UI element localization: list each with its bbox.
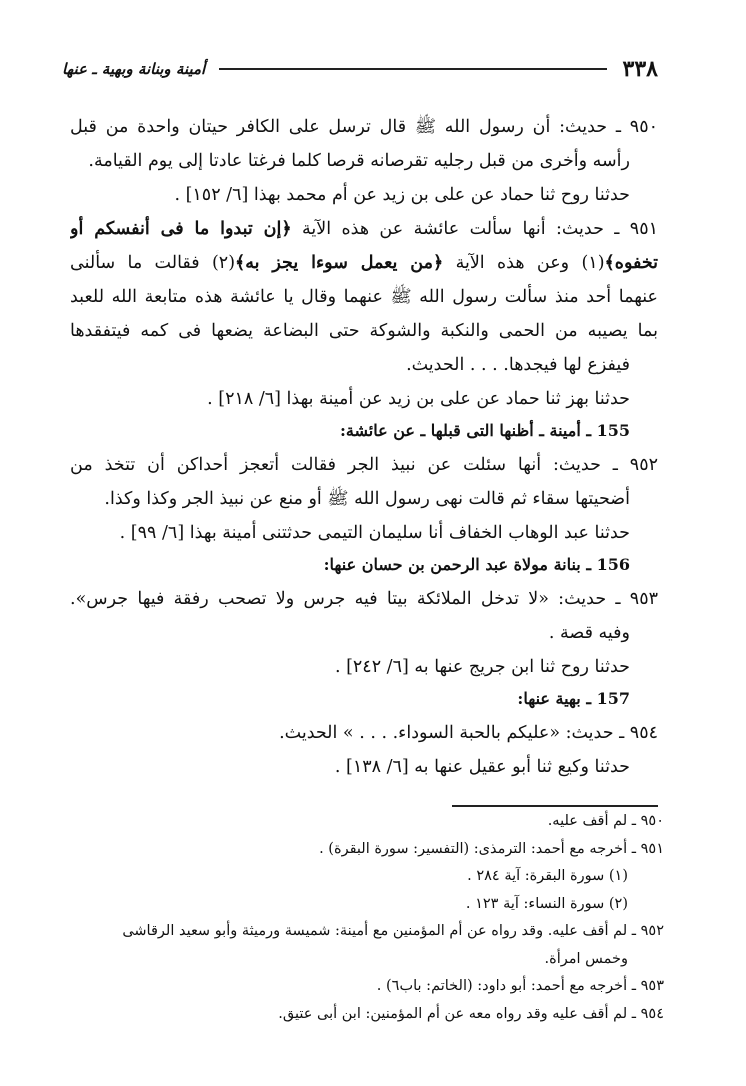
running-title: أمينة وبنانة وبهية ـ عنها: [62, 60, 206, 78]
hadith-951-line-4: بما يصيبه من الحمى والنكبة والشوكة حتى البضاعة يضعها فى كمه فيتفقدها: [70, 321, 658, 341]
hadith-950-line-1: ٩٥٠ ـ حديث: أن رسول الله ﷺ قال ترسل على الكافر حيتان واحدة من قبل: [70, 117, 658, 137]
hadith-951-line-3: عنهما أحد منذ سألت رسول الله ﷺ عنهما وقال يا عائشة هذه متابعة الله للعبد: [70, 287, 658, 307]
hadith-953-line-1: ٩٥٣ ـ حديث: «لا تدخل الملائكة بيتا فيه جرس ولا تصحب رفقة فيها جرس».: [70, 589, 658, 609]
header-rule: [219, 68, 606, 70]
main-text: [70, 110, 658, 784]
hadith-954-line-1: ٩٥٤ ـ حديث: «عليكم بالحبة السوداء. . . . » الحديث.: [279, 723, 658, 743]
hadith-950-isnad: حدثنا روح ثنا حماد عن على بن زيد عن أم محمد بهذا [٦/ ١٥٢] .: [174, 185, 630, 205]
section-heading-156: 156 ـ بنانة مولاة عبد الرحمن بن حسان عنها:: [323, 555, 630, 574]
hadith-952-line-1: ٩٥٢ ـ حديث: أنها سئلت عن نبيذ الجر فقالت أتعجز أحداكن أن تتخذ من: [70, 455, 658, 475]
hadith-951-continuation: (٢) فقالت ما سألنى: [70, 253, 236, 273]
footnote-953: ٩٥٣ ـ أخرجه مع أحمد: أبو داود: (الخاتم: باب٦) .: [376, 978, 664, 994]
hadith-952-isnad: حدثنا عبد الوهاب الخفاف أنا سليمان التيمى حدثتنى أمينة بهذا [٦/ ٩٩] .: [119, 523, 630, 543]
footnote-separator: [452, 805, 658, 807]
footnote-951-ref-2: (٢) سورة النساء: آية ١٢٣ .: [465, 895, 628, 912]
section-heading-155: 155 ـ أمينة ـ أظنها التى قبلها ـ عن عائشة:: [340, 421, 630, 440]
hadith-950-line-2: رأسه وأخرى من قبل رجليه تقرصانه قرصا كلما فرغتا عادتا إلى يوم القيامة.: [88, 151, 630, 171]
hadith-951-intro: ٩٥١ ـ حديث: أنها سألت عائشة عن هذه الآية: [291, 219, 658, 239]
footnote-951: ٩٥١ ـ أخرجه مع أحمد: الترمذى: (التفسير: سورة البقرة) .: [319, 840, 664, 857]
footnote-ref-text: (١) وعن هذه الآية: [443, 253, 605, 273]
quran-verse-2: ﴿من يعمل سوءا يجز به﴾: [235, 253, 444, 273]
page-number: ٣٣٨: [622, 56, 658, 82]
footnote-952-continuation: وخمس امرأة.: [544, 950, 628, 967]
footnotes: [70, 808, 664, 1028]
hadith-954-isnad: حدثنا وكيع ثنا أبو عقيل عنها به [٦/ ١٣٨] .: [334, 757, 630, 777]
hadith-952-line-2: أضحيتها سقاء ثم قالت نهى رسول الله ﷺ أو منع عن نبيذ الجر وكذا وكذا.: [104, 489, 630, 509]
footnote-950: ٩٥٠ ـ لم أقف عليه.: [547, 813, 664, 829]
hadith-951-line-2: [70, 246, 658, 280]
footnote-951-ref-1: (١) سورة البقرة: آية ٢٨٤ .: [467, 868, 628, 884]
quran-verse-1: ﴿إن تبدوا ما فى أنفسكم أو: [70, 219, 292, 239]
hadith-953-line-2: وفيه قصة .: [548, 623, 630, 643]
hadith-951-isnad: حدثنا بهز ثنا حماد عن على بن زيد عن أمينة بهذا [٦/ ٢١٨] .: [207, 389, 630, 409]
page-header: [62, 56, 658, 82]
hadith-951-line-5: فيفزع لها فيجدها. . . . الحديث.: [406, 355, 630, 375]
quran-verse-1-end: تخفوه﴾: [604, 253, 658, 273]
footnote-954: ٩٥٤ ـ لم أقف عليه وقد رواه معه عن أم المؤمنين: ابن أبى عتيق.: [278, 1005, 664, 1022]
hadith-953-isnad: حدثنا روح ثنا ابن جريج عنها به [٦/ ٢٤٢] .: [334, 657, 630, 677]
section-heading-157: 157 ـ بهية عنها:: [517, 689, 630, 708]
hadith-951-line-1: [70, 212, 658, 246]
footnote-952: ٩٥٢ ـ لم أقف عليه. وقد رواه عن أم المؤمنين مع أمينة: شميسة ورميثة وأبو سعيد الرقاشى: [122, 923, 664, 939]
